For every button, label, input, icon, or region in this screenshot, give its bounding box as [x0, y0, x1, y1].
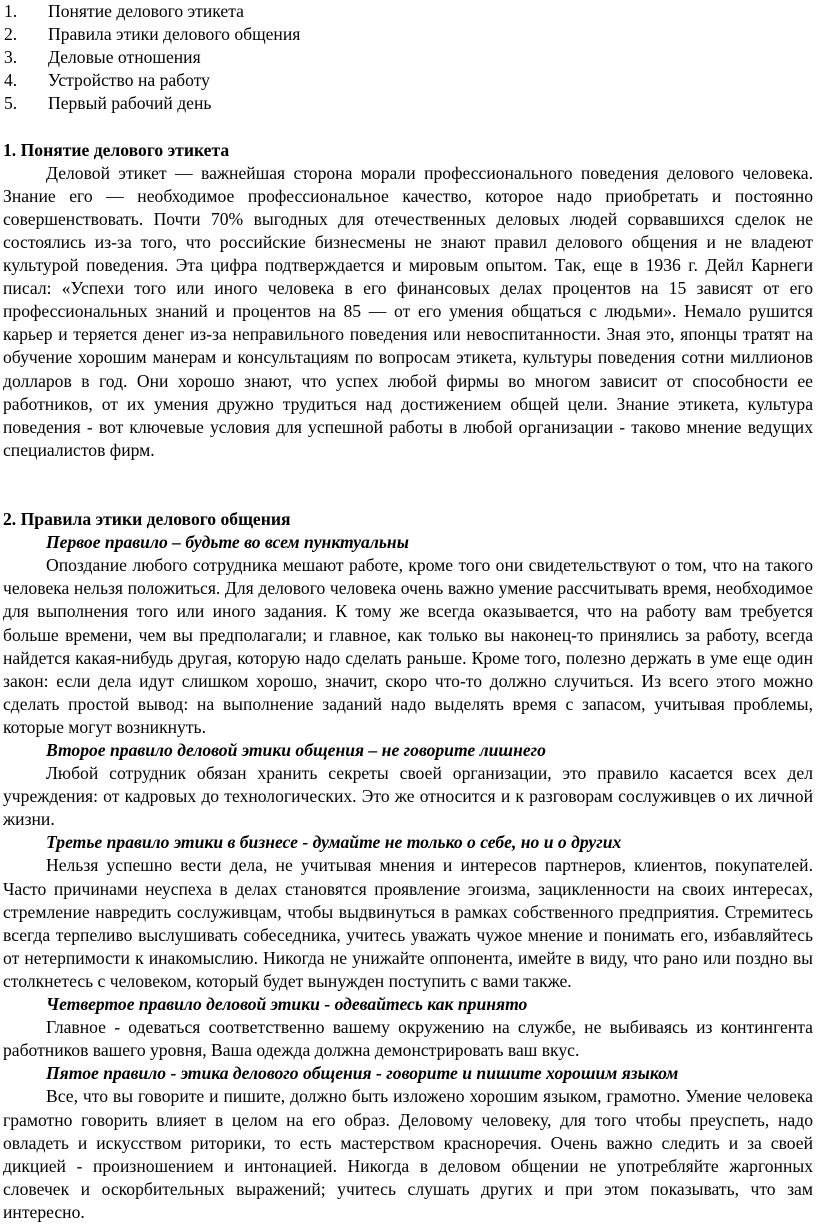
toc-number: 2. — [4, 24, 18, 45]
toc-text: Устройство на работу — [48, 70, 210, 91]
toc-text: Деловые отношения — [48, 47, 201, 68]
spacer — [3, 462, 813, 508]
spacer — [3, 115, 813, 138]
section-1-paragraph: Деловой этикет — важнейшая сторона морали профессионального поведения делового человека. Знание его — необходимое профессиональное качество, которое надо приобретать и постоянно совершенствовать. Почти 70% выгодных для отечественных деловых людей сорвавшихся сделок не состоялись из-за того, что российские бизнесмены не знают правил делового общения и не владеют культурой поведения. Эта цифра подтверждается и мировым опытом. Так, еще в 1936 г. Дейл Карнеги писал: «Успехи того или иного человека в его финансовых делах процентов на 15 зависят от его профессиональных знаний и процентов на 85 — от его умения общаться с людьми». Немало рушится карьер и теряется денег из-за неправильного поведения или невоспитанности. Зная это, японцы тратят на обучение хорошим манерам и консультациям по вопросам этикета, культуры поведения сотни миллионов долларов в год. Они хорошо знают, что успех любой фирмы во многом зависит от способности ее работников, от их умения дружно трудиться над достижением общей цели. Знание этикета, культура поведения - вот ключевые условия для успешной работы в любой организации - таково мнение ведущих специалистов фирм. — [3, 162, 813, 460]
section-1-heading: 1. Понятие делового этикета — [3, 139, 230, 160]
toc-text: Понятие делового этикета — [48, 1, 244, 21]
rule-2-title: Второе правило деловой этики общения – не говорите лишнего — [46, 740, 546, 760]
rule-1-text: Опоздание любого сотрудника мешают работе, кроме того они свидетельствуют о том, что на такого человека нельзя положиться. Для делового человека очень важно умение рассчитывать время, необходимое для выполнения того или иного задания. К тому же всегда оказывается, что на работу вам требуется больше времени, чем вы предполагали; и главное, как только вы наконец-то принялись за работу, всегда найдется какая-нибудь другая, которую надо сделать раньше. Кроме того, полезно держать в уме еще один закон: если дела идут слишком хорошо, значит, скоро что-то должно случиться. Из всего этого можно сделать простой вывод: на выполнение заданий надо выделять время с запасом, учитывая проблемы, которые могут возникнуть. — [3, 555, 813, 737]
toc-number: 1. — [4, 1, 18, 21]
toc-number: 3. — [4, 47, 18, 68]
rule-5-text: Все, что вы говорите и пишите, должно быть изложено хорошим языком, грамотно. Умение человека грамотно говорить влияет в целом на его образ. Деловому человеку, для того чтобы преуспеть, надо овладеть и искусством риторики, то есть мастерством красноречия. Очень важно следить и за своей дикцией - произношением и интонацией. Никогда в деловом общении не употребляйте жаргонных словечек и оскорбительных выражений; учитесь слушать других и при этом показывать, что зам интересно. — [3, 1086, 813, 1222]
toc-item — [3, 0, 813, 23]
rule-2-text: Любой сотрудник обязан хранить секреты своей организации, это правило касается всех дел учреждения: от кадровых до технологических. Это же относится и к разговорам сослуживцев о их личной жизни. — [3, 763, 813, 830]
toc-text: Правила этики делового общения — [48, 24, 301, 45]
toc-item — [3, 46, 813, 69]
toc-item — [3, 92, 813, 115]
rule-3-text: Нельзя успешно вести дела, не учитывая мнения и интересов партнеров, клиентов, покупателей. Часто причинами неуспеха в делах становятся проявление эгоизма, зацикленности на своих интересах, стремление навредить сослуживцам, чтобы выдвинуться в рамках собственного предприятия. Стремитесь всегда терпеливо выслушивать собеседника, учитесь уважать чужое мнение и понимать его, избавляйтесь от нетерпимости к инакомыслию. Никогда не унижайте оппонента, имейте в виду, что рано или поздно вы столкнетесь с человеком, который будет вынужден поступить с вами также. — [3, 855, 813, 991]
rule-5-title: Пятое правило - этика делового общения - говорите и пишите хорошим языком — [46, 1063, 679, 1084]
toc-item — [3, 23, 813, 46]
toc-number: 4. — [4, 70, 18, 91]
rule-4-title: Четвертое правило деловой этики - одевайтесь как принято — [46, 994, 528, 1015]
rule-3-title: Третье правило этики в бизнесе - думайте не только о себе, но и о других — [46, 832, 622, 853]
toc-number: 5. — [4, 93, 18, 114]
toc-item — [3, 69, 813, 92]
table-of-contents — [3, 0, 813, 115]
rule-1-title: Первое правило – будьте во всем пунктуальны — [46, 532, 409, 553]
section-2-heading: 2. Правила этики делового общения — [3, 509, 291, 530]
toc-text: Первый рабочий день — [48, 93, 212, 114]
rule-4-text: Главное - одеваться соответственно вашему окружению на службе, не выбиваясь из контингента работников вашего уровня, Ваша одежда должна демонстрировать ваш вкус. — [3, 1017, 813, 1061]
